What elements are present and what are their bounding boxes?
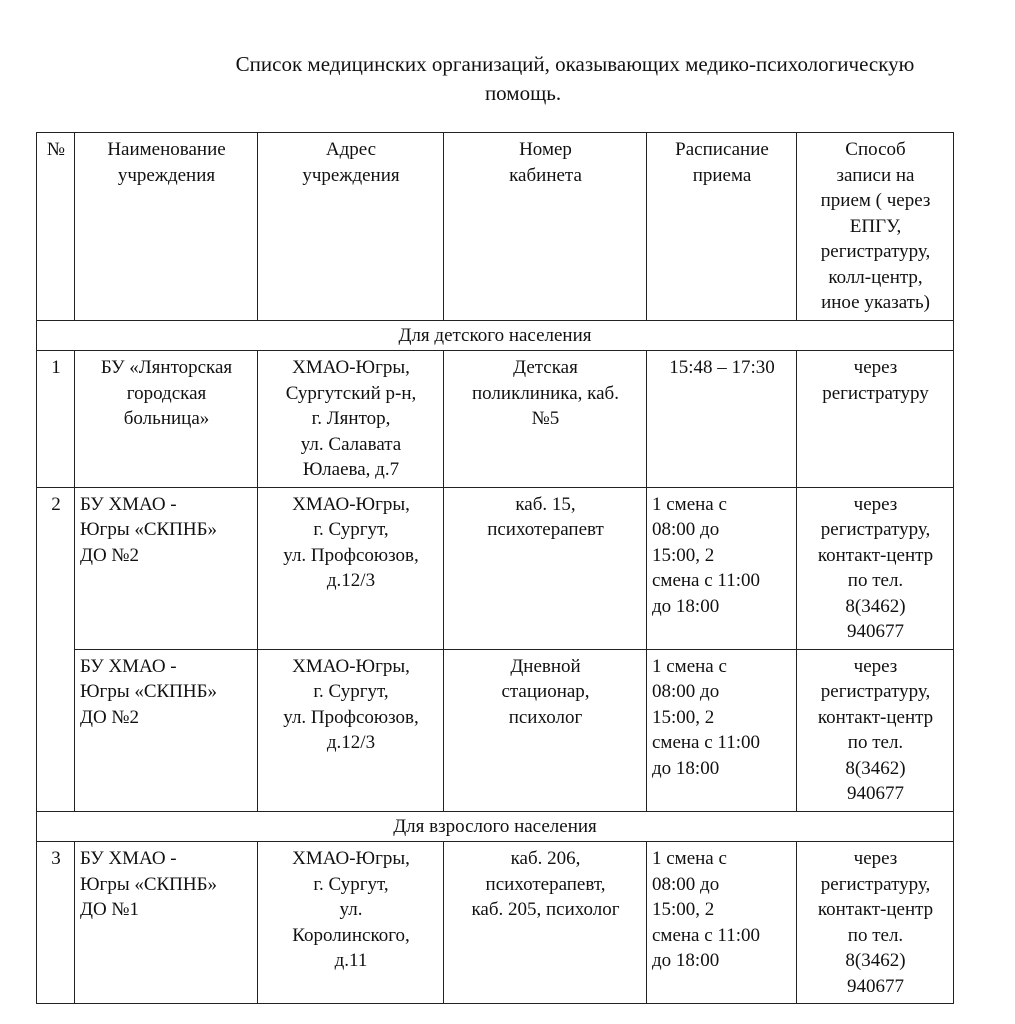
organizations-table	[36, 132, 954, 1004]
row-room	[444, 487, 647, 649]
cell-text-line: ХМАО-Югры,	[292, 357, 410, 378]
cell-text-line: каб. 205, психолог	[471, 899, 620, 920]
cell-text-line: до 18:00	[652, 595, 720, 617]
cell-text-line: г. Сургут,	[313, 519, 389, 540]
cell-text-line: каб. 206,	[510, 848, 581, 869]
cell-text-line: Способ	[845, 139, 906, 160]
cell-text-line: Номер	[519, 139, 572, 160]
cell-text-line: смена с 11:00	[652, 732, 760, 753]
row-schedule	[647, 351, 797, 488]
row-room	[444, 649, 647, 811]
header-name	[75, 133, 258, 321]
cell-text-line: контакт-центр	[817, 544, 934, 566]
cell-text-line: 8(3462)	[845, 950, 906, 971]
cell-text-line: регистратуру,	[820, 873, 931, 895]
cell-text-line: ул. Профсоюзов,	[283, 706, 419, 728]
cell-text-line: ДО №2	[80, 544, 140, 566]
cell-text-line: 08:00 до	[652, 681, 720, 702]
cell-text-line: 8(3462)	[845, 595, 906, 617]
header-booking	[797, 133, 954, 321]
section-title-adults: Для взрослого населения	[37, 811, 954, 842]
cell-text-line: регистратуру	[822, 382, 929, 404]
cell-text-line: ДО №2	[80, 706, 140, 728]
cell-text-line: через	[853, 848, 898, 869]
cell-text-line: колл-центр,	[828, 266, 923, 288]
row-name	[75, 351, 258, 488]
cell-text-line: иное указать)	[821, 292, 930, 313]
cell-text-line: г. Сургут,	[313, 873, 389, 895]
cell-text-line: записи на	[836, 164, 915, 186]
table-header-row	[37, 133, 954, 321]
cell-text-line: 940677	[847, 621, 904, 642]
cell-text-line: учреждения	[302, 164, 400, 186]
cell-text-line: по тел.	[847, 732, 904, 753]
row-address	[258, 487, 444, 649]
cell-text-line: д.12/3	[326, 732, 376, 753]
cell-text-line: до 18:00	[652, 757, 720, 779]
cell-text-line: регистратуру,	[820, 519, 931, 540]
row-num: 1	[37, 351, 75, 488]
cell-text-line: учреждения	[117, 164, 216, 186]
cell-text-line: Детская	[513, 357, 578, 378]
cell-text-line: 15:00, 2	[652, 544, 715, 566]
cell-text-line: Югры «СКПНБ»	[80, 681, 218, 702]
row-booking	[797, 842, 954, 1004]
cell-text-line: ДО №1	[80, 899, 140, 920]
row-room	[444, 351, 647, 488]
cell-text-line: по тел.	[847, 570, 904, 591]
row-booking	[797, 487, 954, 649]
cell-text-line: БУ «Лянторская	[100, 357, 233, 378]
table-row	[37, 649, 954, 811]
header-address	[258, 133, 444, 321]
cell-text-line: ул.	[339, 899, 363, 920]
cell-text-line: Югры «СКПНБ»	[80, 873, 218, 895]
row-name	[75, 842, 258, 1004]
row-schedule	[647, 842, 797, 1004]
row-num: 2	[37, 487, 75, 811]
cell-text-line: 940677	[847, 783, 904, 804]
cell-text-line: приема	[692, 164, 752, 186]
cell-text-line: смена с 11:00	[652, 924, 760, 946]
row-address	[258, 842, 444, 1004]
cell-text-line: Королинского,	[292, 924, 410, 946]
cell-text-line: 1 смена с	[652, 493, 727, 515]
cell-text-line: 1 смена с	[652, 655, 727, 677]
title-line-1: Список медицинских организаций, оказывающих медико-психологическую	[235, 52, 915, 76]
cell-text-line: 940677	[847, 975, 904, 997]
cell-text-line: ул. Салавата	[300, 433, 402, 455]
cell-text-line: ЕПГУ,	[849, 215, 902, 237]
row-address	[258, 351, 444, 488]
row-num: 3	[37, 842, 75, 1004]
cell-text-line: 15:00, 2	[652, 706, 715, 728]
cell-text-line: г. Сургут,	[313, 681, 389, 702]
cell-text-line: регистратуру,	[820, 681, 931, 702]
cell-text-line: регистратуру,	[820, 241, 931, 262]
section-title-children: Для детского населения	[37, 320, 954, 351]
cell-text-line: через	[853, 655, 898, 677]
row-booking	[797, 649, 954, 811]
header-num: №	[37, 133, 75, 321]
cell-text-line: д.11	[334, 950, 368, 971]
cell-text-line: по тел.	[847, 924, 904, 946]
table-row	[37, 351, 954, 488]
cell-text-line: поликлиника, каб.	[472, 382, 619, 404]
cell-text-line: 1 смена с	[652, 848, 727, 869]
header-room	[444, 133, 647, 321]
cell-text-line: через	[853, 493, 898, 515]
cell-text-line: психолог	[508, 706, 583, 728]
cell-text-line: ХМАО-Югры,	[292, 493, 410, 515]
cell-text-line: Юлаева, д.7	[302, 459, 400, 480]
cell-text-line: Сургутский р-н,	[285, 382, 417, 404]
title-line-2: помощь.	[484, 81, 562, 105]
row-schedule	[647, 487, 797, 649]
row-room	[444, 842, 647, 1004]
cell-text-line: №5	[531, 408, 560, 429]
cell-text-line: прием ( через	[820, 190, 931, 211]
header-schedule	[647, 133, 797, 321]
cell-text-line: БУ ХМАО -	[80, 655, 177, 677]
cell-text-line: психотерапевт	[487, 519, 604, 540]
cell-text-line: г. Лянтор,	[311, 408, 391, 429]
row-name	[75, 649, 258, 811]
page-title	[40, 50, 1000, 108]
cell-text-line: больница»	[123, 408, 210, 429]
row-schedule	[647, 649, 797, 811]
cell-text-line: кабинета	[509, 164, 582, 186]
cell-text-line: контакт-центр	[817, 899, 934, 920]
cell-text-line: 08:00 до	[652, 519, 720, 540]
cell-text-line: Расписание	[675, 139, 769, 160]
cell-text-line: ХМАО-Югры,	[292, 848, 410, 869]
cell-text-line: городская	[126, 382, 207, 404]
row-address	[258, 649, 444, 811]
cell-text-line: Югры «СКПНБ»	[80, 519, 218, 540]
cell-text-line: д.12/3	[326, 570, 376, 591]
row-booking	[797, 351, 954, 488]
section-row-children	[37, 320, 954, 351]
cell-text-line: психотерапевт,	[485, 873, 606, 895]
cell-text-line: БУ ХМАО -	[80, 493, 177, 515]
table-row	[37, 842, 954, 1004]
cell-text-line: 15:48 – 17:30	[669, 357, 775, 378]
cell-text-line: каб. 15,	[515, 493, 576, 515]
cell-text-line: ул. Профсоюзов,	[283, 544, 419, 566]
cell-text-line: 08:00 до	[652, 873, 720, 895]
cell-text-line: до 18:00	[652, 950, 720, 971]
section-row-adults	[37, 811, 954, 842]
table-row	[37, 487, 954, 649]
cell-text-line: Наименование	[107, 139, 226, 160]
cell-text-line: Дневной	[510, 655, 581, 677]
cell-text-line: Адрес	[325, 139, 377, 160]
cell-text-line: через	[853, 357, 898, 378]
cell-text-line: БУ ХМАО -	[80, 848, 177, 869]
cell-text-line: смена с 11:00	[652, 570, 760, 591]
cell-text-line: контакт-центр	[817, 706, 934, 728]
cell-text-line: стационар,	[501, 681, 590, 702]
cell-text-line: ХМАО-Югры,	[292, 655, 410, 677]
cell-text-line: 15:00, 2	[652, 899, 715, 920]
row-name	[75, 487, 258, 649]
cell-text-line: 8(3462)	[845, 757, 906, 779]
